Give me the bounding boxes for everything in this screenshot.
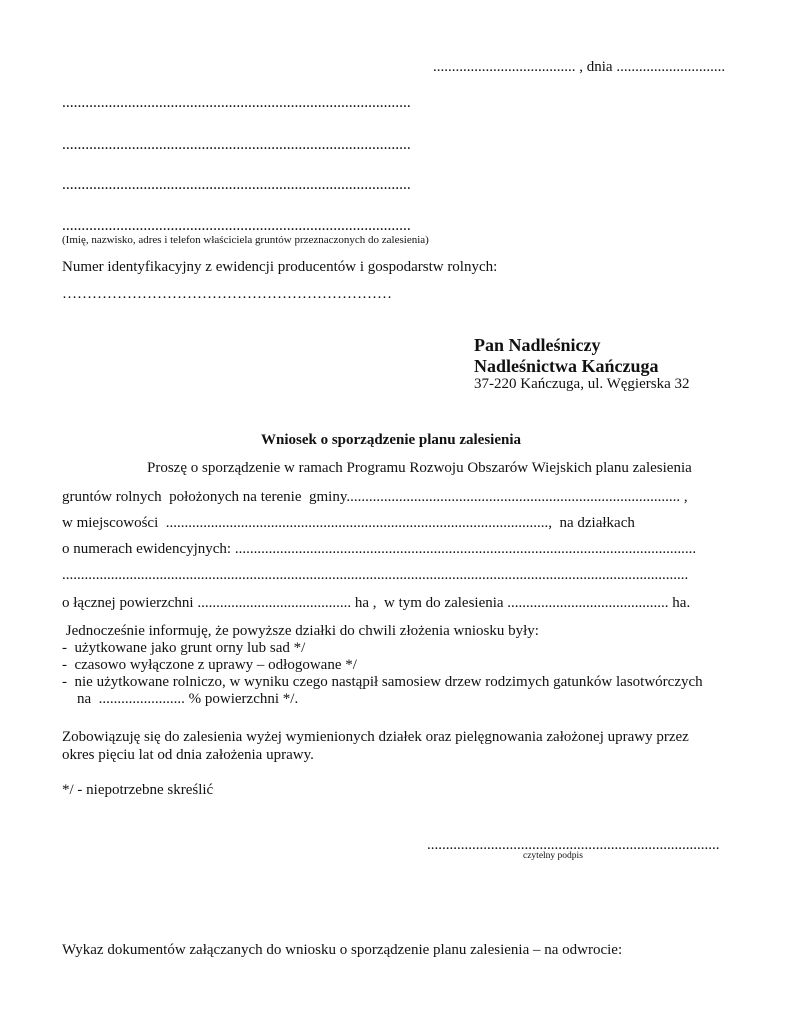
field-numery-continued[interactable]: ....................................................................................................................................................................... <box>62 567 689 583</box>
option-samosiew: - nie użytkowane rolniczo, w wyniku czego nastąpił samosiew drzew rodzimych gatunków lasotwórczych <box>62 674 703 690</box>
id-line[interactable]: ………………………………………………………… <box>62 286 392 302</box>
field-miejscowosc[interactable]: w miejscowości ......................................................................................................, na działkach <box>62 515 635 531</box>
id-label: Numer identyfikacyjny z ewidencji producentów i gospodarstw rolnych: <box>62 259 498 275</box>
field-numery-ewidencyjne[interactable]: o numerach ewidencyjnych: ........................................................................................................................... <box>62 541 697 557</box>
commitment-line-2: okres pięciu lat od dnia założenia uprawy. <box>62 747 314 763</box>
owner-line-3[interactable]: .......................................................................................... <box>62 176 411 193</box>
commitment-line-1: Zobowiązuję się do zalesienia wyżej wymienionych działek oraz pielęgnowania założonej uprawy przez <box>62 729 689 745</box>
option-samosiew-percent[interactable]: na ....................... % powierzchni */. <box>62 691 299 707</box>
option-grunt-orny: - użytkowane jako grunt orny lub sad */ <box>62 640 306 656</box>
owner-caption: (Imię, nazwisko, adres i telefon właściciela gruntów przeznaczonych do zalesienia) <box>62 234 429 246</box>
owner-line-1[interactable]: .......................................................................................... <box>62 94 411 111</box>
owner-line-4[interactable]: .......................................................................................... <box>62 217 411 234</box>
recipient-title: Pan Nadleśniczy <box>474 335 601 355</box>
document-title: Wniosek o sporządzenie planu zalesienia <box>261 432 522 448</box>
attachments-note: Wykaz dokumentów załączanych do wniosku o sporządzenie planu zalesienia – na odwrocie: <box>62 942 623 958</box>
signature-line[interactable]: .............................................................................. <box>427 837 720 853</box>
place-date-line[interactable]: ...................................... , dnia ............................. <box>433 59 726 75</box>
field-powierzchnia[interactable]: o łącznej powierzchni ......................................... ha , w tym do zalesienia ........................................... ha. <box>62 595 691 611</box>
paragraph-request: Proszę o sporządzenie w ramach Programu Rozwoju Obszarów Wiejskich planu zalesienia <box>147 460 692 476</box>
signature-caption: czytelny podpis <box>523 851 583 861</box>
footnote: */ - niepotrzebne skreślić <box>62 782 214 798</box>
owner-line-2[interactable]: .......................................................................................... <box>62 136 411 153</box>
recipient-address: 37-220 Kańczuga, ul. Węgierska 32 <box>474 376 690 392</box>
recipient-office: Nadleśnictwa Kańczuga <box>474 356 659 376</box>
info-statement: Jednocześnie informuję, że powyższe działki do chwili złożenia wniosku były: <box>62 623 539 639</box>
option-odlogowane: - czasowo wyłączone z uprawy – odłogowane */ <box>62 657 357 673</box>
field-gmina[interactable]: gruntów rolnych położonych na terenie gminy......................................................................................... , <box>62 489 688 505</box>
